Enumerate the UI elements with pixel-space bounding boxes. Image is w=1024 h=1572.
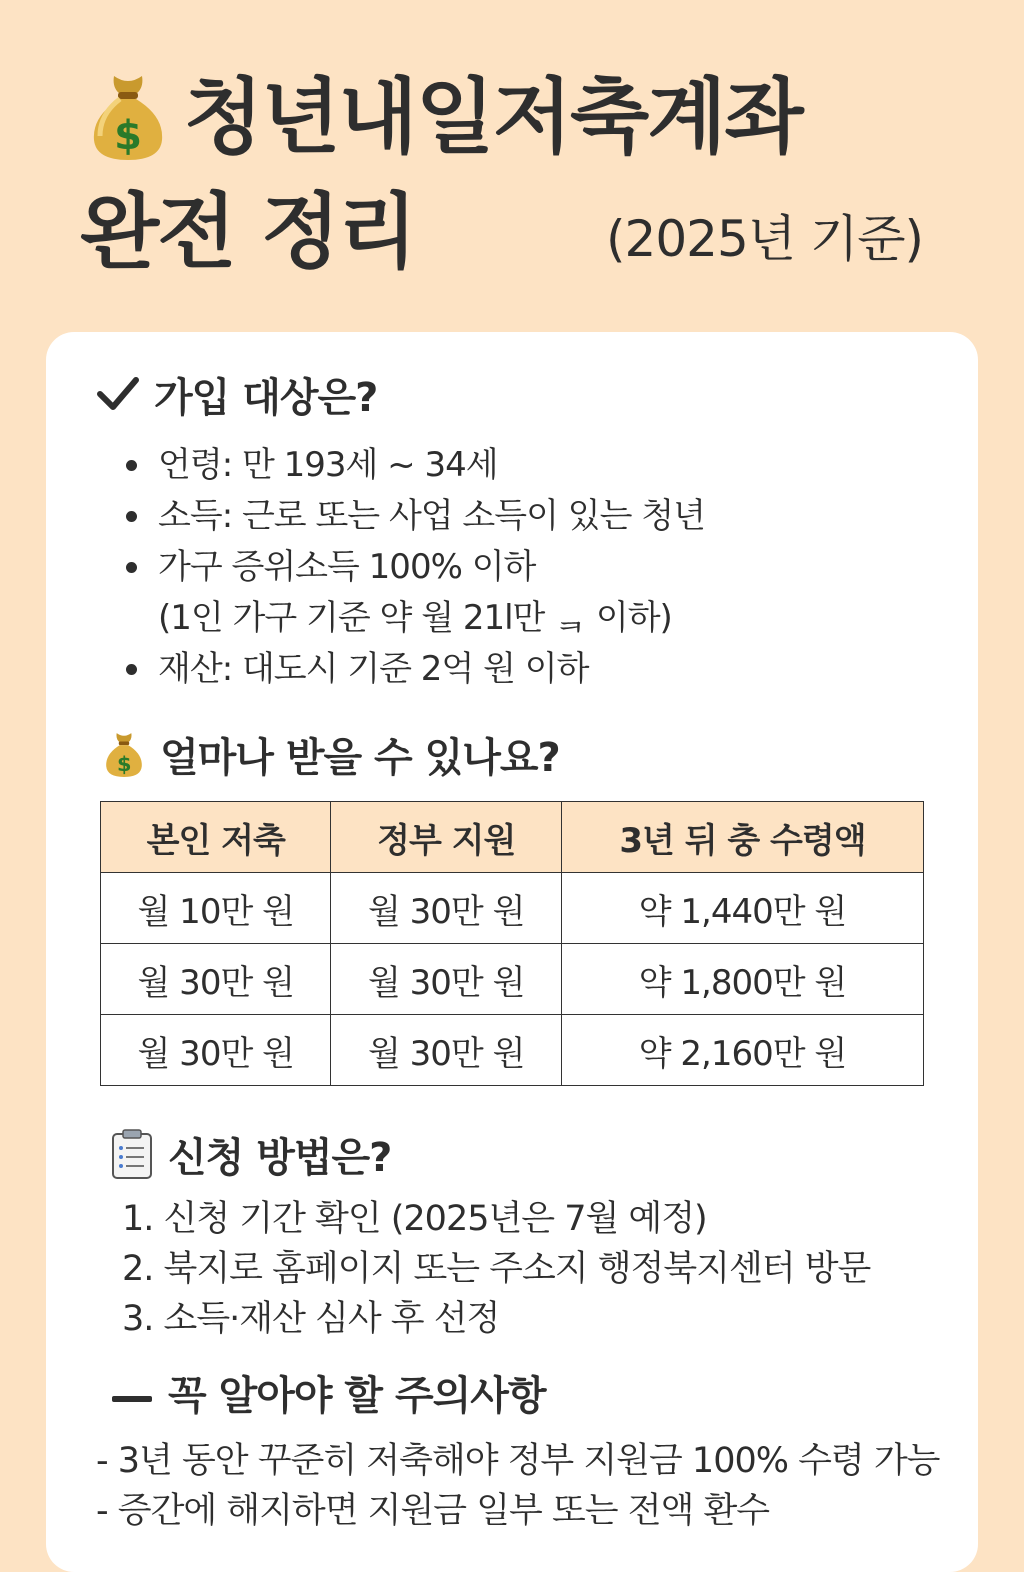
list-item: - 3년 동안 꾸준히 저축해야 정부 지원금 100% 수령 가능	[96, 1441, 940, 1481]
table-cell: 월 30만 원	[101, 944, 331, 1015]
column-header: 정부 지원	[331, 802, 561, 873]
bullet-icon	[126, 664, 137, 675]
column-header: 3년 뒤 충 수령액	[561, 802, 923, 873]
table-cell: 약 1,800만 원	[561, 944, 923, 1015]
bullet-icon	[126, 562, 137, 573]
list-item-text: 언령: 만 193세 ~ 34세	[158, 445, 498, 485]
eligibility-list	[120, 440, 705, 695]
bullet-icon	[126, 511, 137, 522]
apply-heading	[110, 1128, 391, 1187]
svg-text:$: $	[117, 752, 131, 777]
list-item-text: 재산: 대도시 기준 2억 원 이하	[158, 649, 589, 689]
eligibility-heading-label: 가입 대상은?	[154, 374, 378, 421]
money-bag-icon	[86, 70, 170, 166]
list-item-text: 가구 증위소득 100% 이하	[158, 547, 536, 587]
money-bag-icon	[102, 730, 146, 785]
title-main: 청년내일저축계좌	[184, 70, 802, 165]
benefit-heading-label: 얼마나 받을 수 있나요?	[160, 734, 560, 781]
title-sub: 완전 정리	[80, 185, 416, 280]
list-item	[120, 542, 705, 644]
table-cell: 약 2,160만 원	[561, 1015, 923, 1086]
table-cell: 월 10만 원	[101, 873, 331, 944]
benefit-heading	[102, 730, 560, 785]
caution-list	[96, 1436, 939, 1536]
table-cell: 월 30만 원	[331, 873, 561, 944]
table-cell: 월 30만 원	[331, 1015, 561, 1086]
column-header: 본인 저축	[101, 802, 331, 873]
title-year: (2025년 기준)	[606, 210, 924, 268]
table-header-row	[101, 802, 924, 873]
caution-heading-label: 꼭 알아야 할 주의사항	[168, 1373, 546, 1419]
table-row	[101, 873, 924, 944]
list-item	[120, 440, 705, 491]
list-item-text: 소득: 근로 또는 사업 소득이 있는 청년	[158, 496, 705, 536]
list-item: - 증간에 해지하면 지원금 일부 또는 전액 환수	[96, 1491, 770, 1531]
table-row	[101, 1015, 924, 1086]
bullet-icon	[126, 460, 137, 471]
table-cell: 약 1,440만 원	[561, 873, 923, 944]
svg-text:$: $	[114, 113, 142, 159]
clipboard-icon	[110, 1128, 154, 1187]
benefit-table	[100, 801, 924, 1086]
table-row	[101, 944, 924, 1015]
list-item: 2. 북지로 홈페이지 또는 주소지 행정북지센터 방문	[122, 1249, 871, 1289]
eligibility-heading	[96, 374, 377, 421]
apply-steps	[122, 1194, 870, 1344]
list-item: 3. 소득·재산 심사 후 선정	[122, 1299, 500, 1339]
page-title-line1	[86, 70, 802, 166]
table-cell: 월 30만 원	[331, 944, 561, 1015]
list-item	[120, 644, 705, 695]
apply-heading-label: 신청 방법은?	[168, 1134, 392, 1181]
list-item	[120, 491, 705, 542]
table-cell: 월 30만 원	[101, 1015, 331, 1086]
dash-icon	[110, 1376, 154, 1416]
list-item-continuation: (1인 가구 기준 약 월 21l만 ᆿ 이하)	[158, 598, 672, 638]
list-item: 1. 신청 기간 확인 (2025년은 7월 예정)	[122, 1199, 707, 1239]
check-icon	[96, 374, 140, 421]
caution-heading	[110, 1373, 546, 1419]
